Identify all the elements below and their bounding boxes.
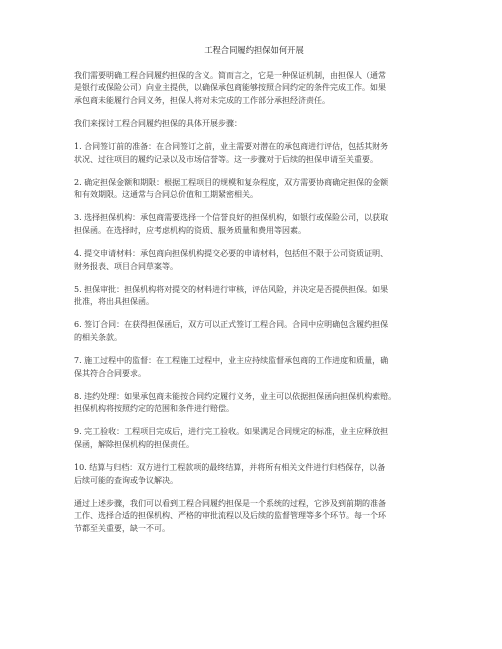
paragraph-step-9: 9. 完工验收：工程项目完成后，进行完工验收。如果满足合同规定的标准，业主应释放担 保函，解除担保机构的担保责任。 [74,427,389,450]
paragraph-step-1: 1. 合同签订前的准备：在合同签订之前，业主需要对潜在的承包商进行评估，包括其财务 状况、过往项目的履约记录以及市场信誉等。这一步骤对于后续的担保申请至关重要。 [74,141,389,164]
document-page [74,44,434,546]
paragraph-steps-intro: 我们来探讨工程合同履约担保的具体开展步骤： [74,118,242,128]
paragraph-step-7: 7. 施工过程中的监督：在工程施工过程中，业主应持续监督承包商的工作进度和质量，确 保其符合合同要求。 [74,356,389,378]
paragraph-step-10: 10. 结算与归档：双方进行工程款项的最终结算，并将所有相关文件进行归档保存，以备 后续可能的查询或争议解决。 [74,463,386,485]
paragraph-step-3: 3. 选择担保机构：承包商需要选择一个信誉良好的担保机构，如银行或保险公司，以获取 担保函。在选择时，应考虑机构的资质、服务质量和费用等因素。 [74,213,389,235]
paragraph-step-4: 4. 提交申请材料：承包商向担保机构提交必要的申请材料，包括但不限于公司资质证明、 财务报表、项目合同草案等。 [74,249,389,271]
paragraph-step-2: 2. 确定担保金额和期限：根据工程项目的规模和复杂程度，双方需要协商确定担保的金额 和有效期限。这通常与合同总价值和工期紧密相关。 [74,177,389,200]
paragraph-step-6: 6. 签订合同：在获得担保函后，双方可以正式签订工程合同。合同中应明确包含履约担保 的相关条款。 [74,320,389,342]
paragraph-step-5: 5. 担保审批：担保机构将对提交的材料进行审核，评估风险，并决定是否提供担保。如果 批准，将出具担保函。 [74,284,389,307]
document-title: 工程合同履约担保如何开展 [204,45,304,55]
paragraph-step-8: 8. 违约处理：如果承包商未能按合同约定履行义务，业主可以依据担保函向担保机构索赔。 担保机构将按照约定的范围和条件进行赔偿。 [74,391,397,414]
paragraph-conclusion: 通过上述步骤，我们可以看到工程合同履约担保是一个系统的过程，它涉及到前期的准备 工作、选择合适的担保机构、严格的审批流程以及后续的监督管理等多个环节。每一个环 节都至关重要，缺一不可。 [74,498,386,534]
paragraph-definition: 我们需要明确工程合同履约担保的含义。简而言之，它是一种保证机制，由担保人（通常 是银行或保险公司）向业主提供，以确保承包商能够按照合同约定的条件完成工作。如果 承包商未能履行合同义务，担保人将对未完成的工作部分承担经济责任。 [74,70,386,105]
